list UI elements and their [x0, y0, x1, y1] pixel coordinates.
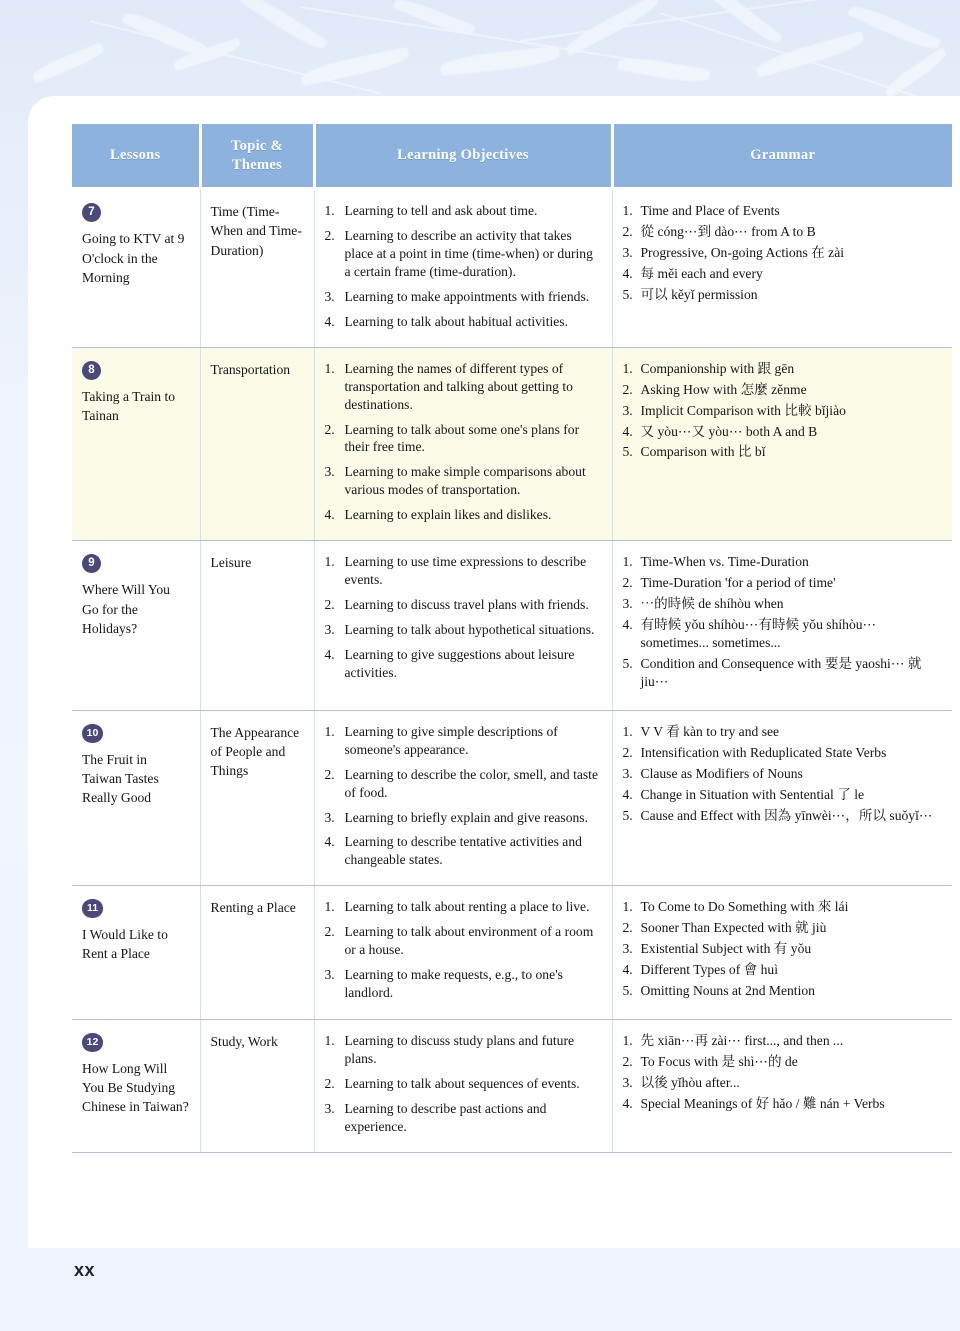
list-item: Learning to talk about environment of a room or a house.	[344, 924, 594, 958]
list-item: Learning to discuss study plans and future plans.	[344, 1033, 575, 1066]
column-header-lessons: Lessons	[72, 124, 200, 189]
topic-cell	[200, 189, 314, 348]
table-row	[72, 710, 952, 886]
list-item: 以後 yǐhòu after...	[640, 1074, 740, 1090]
lesson-title: I Would Like to Rent a Place	[82, 927, 168, 962]
topic-text: Leisure	[210, 555, 252, 571]
table-row	[72, 886, 952, 1020]
lesson-number-badge: 7	[82, 203, 101, 222]
list-item: 有時候 yǒu shíhòu⋯有時候 yǒu shíhòu⋯ sometimes... sometimes...	[640, 617, 877, 650]
list-item: Learning to talk about some one's plans for their free time.	[344, 421, 580, 455]
grammar-list	[623, 360, 943, 462]
list-item: Learning to make requests, e.g., to one's landlord.	[344, 967, 563, 1001]
list-item: Comparison with 比 bǐ	[640, 444, 766, 460]
syllabus-table-wrapper	[72, 124, 952, 1153]
grammar-cell	[612, 189, 952, 348]
list-item: Special Meanings of 好 hǎo / 難 nán + Verbs	[640, 1095, 885, 1111]
page-number: xx	[74, 1260, 96, 1280]
objectives-list	[325, 898, 602, 1002]
list-item: Learning to discuss travel plans with friends.	[344, 597, 589, 613]
list-item: Omitting Nouns at 2nd Mention	[640, 983, 815, 999]
list-item: Implicit Comparison with 比較 bǐjiào	[640, 402, 846, 418]
list-item: Learning to briefly explain and give reasons.	[344, 809, 588, 825]
topic-cell	[200, 347, 314, 541]
list-item: Learning to describe past actions and experience.	[344, 1100, 547, 1134]
lesson-title: The Fruit in Taiwan Tastes Really Good	[82, 751, 159, 806]
objectives-cell	[314, 1020, 612, 1153]
column-header-learning-objectives: Learning Objectives	[314, 124, 612, 189]
grammar-list	[623, 898, 943, 1000]
list-item: Learning to describe an activity that takes place at a point in time (time-when) or during a certain frame (time-duration).	[344, 228, 593, 279]
table-row	[72, 1020, 952, 1153]
list-item: Asking How with 怎麼 zěnme	[640, 381, 807, 397]
list-item: Cause and Effect with 因為 yīnwèi⋯，所以 suǒyǐ⋯	[640, 807, 933, 823]
list-item: Learning to use time expressions to describe events.	[344, 554, 587, 588]
table-row	[72, 189, 952, 348]
column-header-topic-themes: Topic & Themes	[200, 124, 314, 189]
objectives-cell	[314, 886, 612, 1020]
list-item: To Come to Do Something with 來 lái	[640, 899, 849, 915]
objectives-list	[325, 553, 602, 682]
topic-cell	[200, 886, 314, 1020]
grammar-cell	[612, 710, 952, 886]
grammar-list	[623, 202, 943, 304]
header-row	[72, 124, 952, 189]
grammar-cell	[612, 347, 952, 541]
list-item: Learning to give simple descriptions of someone's appearance.	[344, 723, 558, 757]
syllabus-table	[72, 124, 952, 1153]
list-item: Learning to talk about sequences of events.	[344, 1075, 580, 1091]
list-item: Learning to talk about renting a place to live.	[344, 899, 590, 915]
list-item: 先 xiān⋯再 zài⋯ first..., and then ...	[640, 1033, 844, 1049]
lesson-number-badge: 11	[82, 899, 103, 918]
grammar-cell	[612, 886, 952, 1020]
list-item: Different Types of 會 huì	[640, 962, 778, 978]
list-item: Learning the names of different types of transportation and talking about getting to destinations.	[344, 360, 573, 412]
objectives-list	[325, 360, 602, 525]
lesson-title: Going to KTV at 9 O'clock in the Morning	[82, 231, 185, 285]
list-item: 從 cóng⋯到 dào⋯ from A to B	[640, 224, 816, 240]
list-item: Sooner Than Expected with 就 jiù	[640, 920, 827, 936]
lesson-title: Where Will You Go for the Holidays?	[82, 582, 170, 637]
topic-text: Renting a Place	[210, 900, 296, 916]
lesson-title: Taking a Train to Tainan	[82, 388, 176, 424]
list-item: Learning to talk about habitual activities.	[344, 313, 568, 329]
list-item: Condition and Consequence with 要是 yaoshi⋯ 就 jiu⋯	[640, 655, 922, 689]
lesson-number-badge: 9	[82, 554, 101, 573]
grammar-cell	[612, 1020, 952, 1153]
lesson-cell	[72, 541, 200, 711]
topic-cell	[200, 1020, 314, 1153]
list-item: Intensification with Reduplicated State Verbs	[640, 744, 887, 760]
list-item: Learning to describe tentative activities and changeable states.	[344, 834, 582, 868]
objectives-list	[325, 1032, 602, 1136]
list-item: 每 měi each and every	[640, 265, 763, 281]
list-item: Existential Subject with 有 yǒu	[640, 941, 812, 957]
grammar-cell	[612, 541, 952, 711]
objectives-cell	[314, 541, 612, 711]
list-item: Learning to make simple comparisons about various modes of transportation.	[344, 464, 586, 498]
topic-cell	[200, 710, 314, 886]
lesson-number-badge: 10	[82, 724, 103, 743]
table-body	[72, 189, 952, 1153]
lesson-number-badge: 12	[82, 1033, 103, 1052]
list-item: To Focus with 是 shì⋯的 de	[640, 1053, 798, 1069]
lesson-cell	[72, 189, 200, 348]
topic-text: Transportation	[210, 361, 291, 377]
list-item: 又 yòu⋯又 yòu⋯ both A and B	[640, 423, 818, 439]
list-item: Progressive, On-going Actions 在 zài	[640, 244, 845, 260]
table-header	[72, 124, 952, 189]
list-item: Time-Duration 'for a period of time'	[640, 575, 836, 591]
list-item: 可以 kěyǐ permission	[640, 286, 758, 302]
topic-cell	[200, 541, 314, 711]
grammar-list	[623, 553, 943, 691]
list-item: Learning to talk about hypothetical situations.	[344, 622, 595, 638]
list-item: Time and Place of Events	[640, 203, 780, 219]
list-item: Learning to give suggestions about leisure activities.	[344, 646, 575, 680]
column-header-grammar: Grammar	[612, 124, 952, 189]
topic-text: The Appearance of People and Things	[210, 724, 300, 779]
grammar-list	[623, 1032, 943, 1113]
lesson-cell	[72, 1020, 200, 1153]
list-item: Change in Situation with Sentential 了 le	[640, 786, 865, 802]
list-item: Learning to tell and ask about time.	[344, 203, 538, 219]
objectives-cell	[314, 189, 612, 348]
list-item: Learning to explain likes and dislikes.	[344, 507, 552, 523]
objectives-list	[325, 202, 602, 331]
objectives-cell	[314, 710, 612, 886]
lesson-number-badge: 8	[82, 361, 101, 380]
lesson-cell	[72, 710, 200, 886]
grammar-list	[623, 723, 943, 825]
list-item: Clause as Modifiers of Nouns	[640, 765, 803, 781]
list-item: V V 看 kàn to try and see	[640, 723, 780, 739]
table-row	[72, 541, 952, 711]
lesson-cell	[72, 886, 200, 1020]
lesson-title: How Long Will You Be Studying Chinese in Taiwan?	[82, 1060, 189, 1115]
table-row	[72, 347, 952, 541]
topic-text: Time (Time-When and Time-Duration)	[210, 204, 302, 258]
list-item: Companionship with 跟 gēn	[640, 360, 795, 376]
lesson-cell	[72, 347, 200, 541]
topic-text: Study, Work	[210, 1034, 278, 1050]
objectives-cell	[314, 347, 612, 541]
list-item: ⋯的時候 de shíhòu when	[640, 596, 784, 612]
objectives-list	[325, 723, 602, 870]
list-item: Learning to make appointments with friends.	[344, 288, 590, 304]
list-item: Time-When vs. Time-Duration	[640, 554, 809, 570]
list-item: Learning to describe the color, smell, and taste of food.	[344, 766, 598, 800]
